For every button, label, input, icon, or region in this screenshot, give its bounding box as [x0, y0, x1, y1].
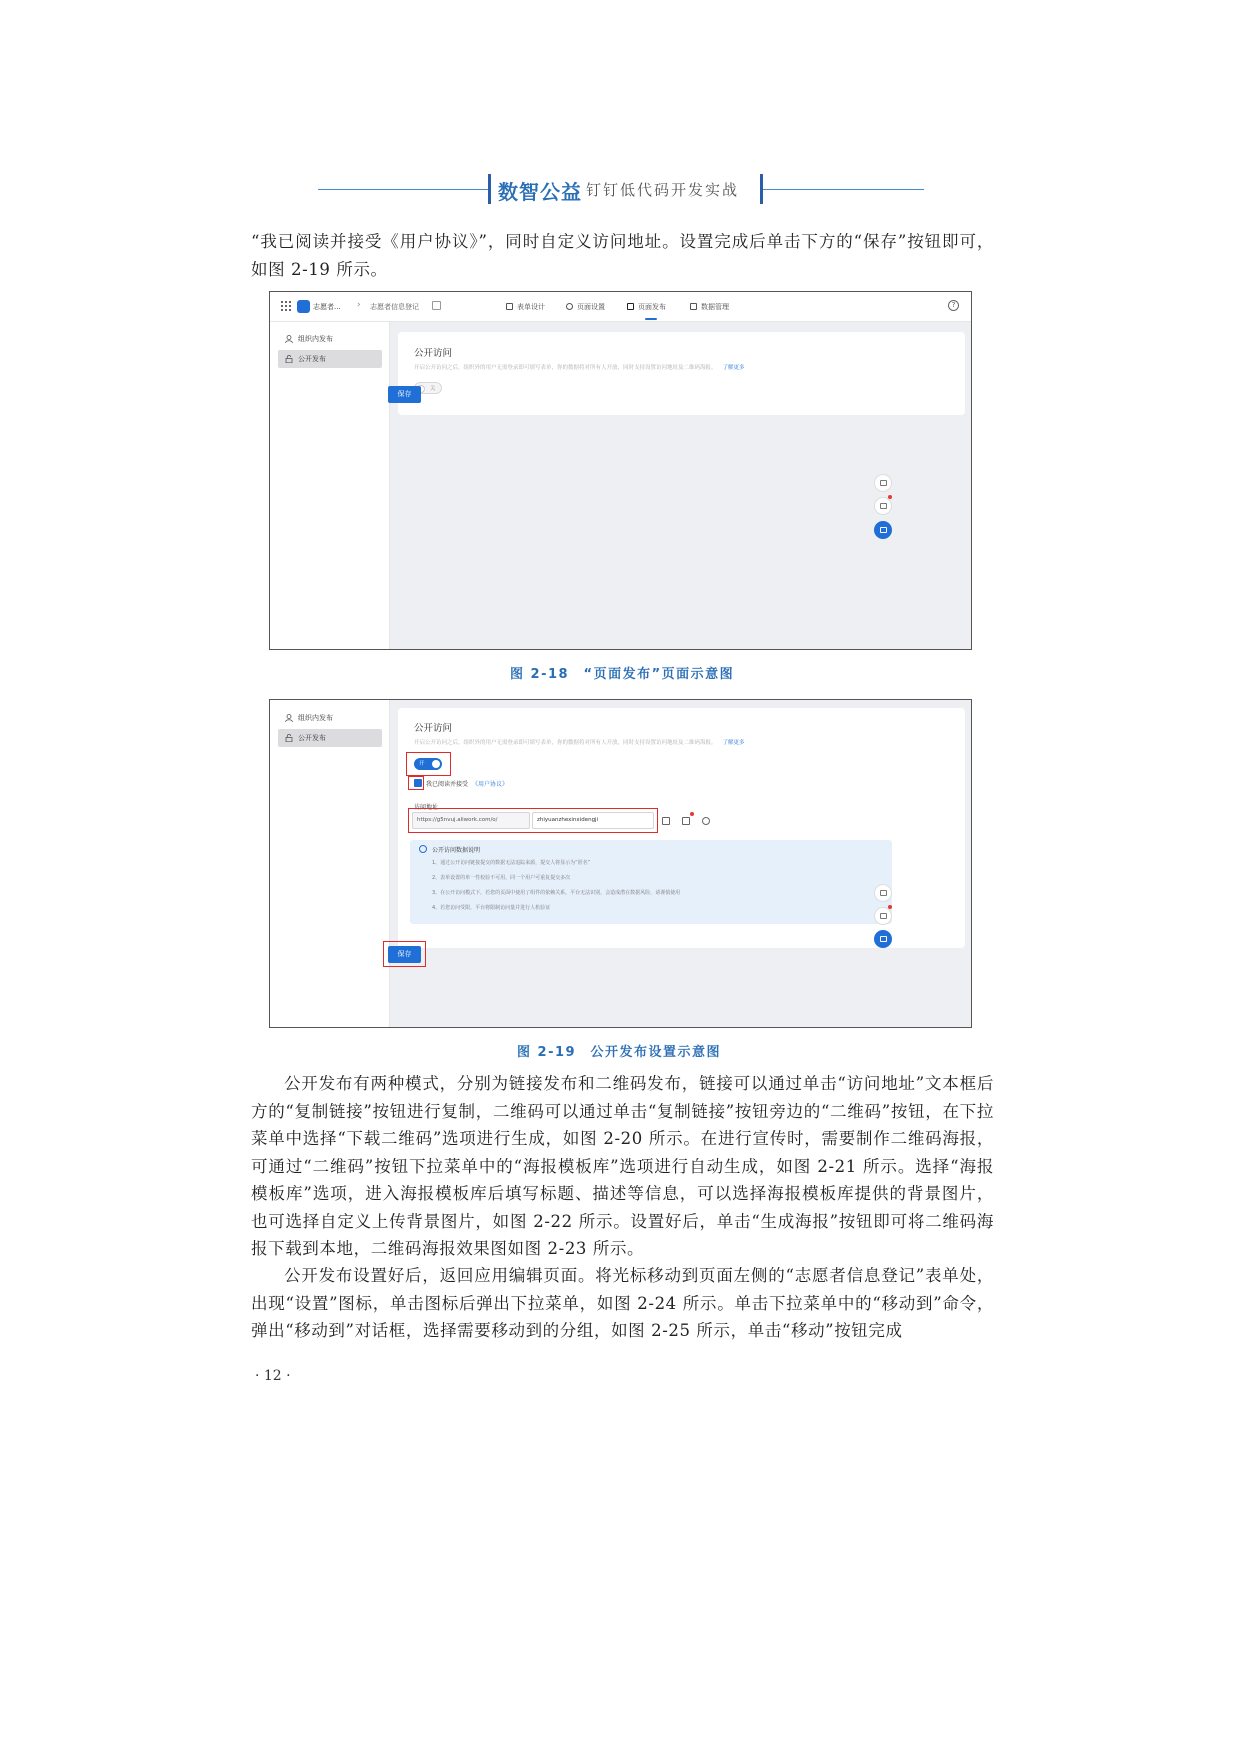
learn-more-link[interactable]: 了解更多	[722, 365, 745, 371]
agreement-text: 我已阅读并接受	[426, 781, 469, 788]
card-description	[414, 363, 745, 371]
card-description-text: 开启公开访问之后，组织外的用户无需登录即可填写表单，你的数据将对所有人开放，同时支持设置访问地址及二维码海报。	[414, 365, 717, 371]
running-header	[318, 168, 924, 208]
toggle-label: 开	[419, 761, 425, 767]
apps-button[interactable]	[874, 521, 892, 539]
sidebar-item-public-publish[interactable]	[278, 729, 382, 747]
access-url-label: 访问地址	[414, 804, 439, 811]
tab-label: 表单设计	[517, 303, 545, 311]
user-agreement-link[interactable]: 《用户协议》	[472, 781, 509, 788]
header-book-series: 数智公益	[498, 180, 582, 204]
public-access-notice	[410, 840, 892, 924]
tab-page-settings[interactable]	[566, 302, 605, 312]
app-logo	[297, 300, 310, 313]
toggle-label: 关	[430, 386, 436, 392]
form-name[interactable]: 志愿者信息登记	[370, 303, 419, 311]
lock-icon	[285, 734, 293, 742]
notice-line: 1、通过公开访问链接提交的数据无法追踪来源，提交人将显示为“匿名”	[432, 860, 591, 866]
agreement-row[interactable]	[414, 779, 508, 788]
settings-icon	[566, 303, 573, 310]
save-highlight-box	[383, 941, 426, 967]
figure-2-18-screenshot	[269, 291, 972, 650]
learn-more-link[interactable]: 了解更多	[722, 740, 745, 746]
message-icon	[880, 480, 887, 486]
url-prefix-field: https://g5nvuj.aliwork.com/o/	[412, 812, 530, 829]
page-number: · 12 ·	[255, 1368, 291, 1384]
sidebar-item-internal-publish[interactable]	[278, 709, 382, 727]
card-title: 公开访问	[414, 348, 453, 359]
figure-2-19-caption: 图 2-19 公开发布设置示意图	[517, 1045, 722, 1060]
breadcrumb-chevron-icon: ›	[357, 300, 361, 310]
preview-eye-icon[interactable]	[702, 817, 710, 825]
body-paragraph-2: 公开发布设置好后，返回应用编辑页面。将光标移动到页面左侧的“志愿者信息登记”表单处，出现“设置”图标，单击图标后弹出下拉菜单，如图 2-24 所示。单击下拉菜单中的“移动到”命令，弹出“移动到”对话框，选择需要移动到的分组，如图 2-25 所示，单击“移动”按钮完成	[251, 1266, 994, 1340]
bell-icon	[880, 503, 887, 509]
url-suffix-input[interactable]: zhiyuanzhexinxidengji	[532, 812, 654, 829]
notice-line: 2、表单设置的单一性校验不可用，同一个用户可重复提交多次	[432, 875, 571, 881]
checkbox-highlight-box	[408, 776, 424, 790]
feedback-button[interactable]	[874, 474, 892, 492]
save-button[interactable]: 保存	[388, 386, 421, 403]
app-topbar	[270, 292, 971, 322]
tab-form-design[interactable]	[506, 302, 545, 312]
header-book-title: 钉钉低代码开发实战	[586, 181, 740, 199]
tab-page-publish[interactable]	[627, 302, 666, 312]
table-icon	[690, 303, 697, 310]
notice-title: 公开访问数据说明	[432, 847, 481, 854]
form-icon	[506, 303, 513, 310]
sidebar-item-label: 公开发布	[298, 734, 326, 742]
edit-icon[interactable]	[432, 301, 441, 310]
sidebar-item-public-publish[interactable]	[278, 350, 382, 368]
header-rule-right	[763, 189, 924, 190]
message-icon	[880, 890, 887, 896]
figure-2-18-caption: 图 2-18 “页面发布”页面示意图	[510, 667, 735, 682]
header-bar-left	[488, 174, 491, 204]
feedback-button[interactable]	[874, 884, 892, 902]
notice-line: 3、在公开访问模式下，若您的页面中使用了组件的依赖关系，平台无法识别，会造成潜在数据风险，请谨慎使用	[432, 890, 681, 896]
tab-label: 页面发布	[638, 303, 666, 311]
send-icon	[627, 303, 634, 310]
active-tab-indicator	[645, 318, 657, 320]
copy-link-icon[interactable]	[662, 817, 670, 825]
figure-2-19-screenshot	[269, 699, 972, 1028]
notification-button[interactable]	[874, 907, 892, 925]
apps-button[interactable]	[874, 930, 892, 948]
card-description	[414, 738, 745, 746]
apps-icon	[880, 527, 887, 533]
sidebar-item-label: 公开发布	[298, 355, 326, 363]
tab-label: 页面设置	[577, 303, 605, 311]
qrcode-icon[interactable]	[682, 817, 690, 825]
publish-sidebar	[270, 700, 390, 1028]
header-rule-left	[318, 189, 488, 190]
notification-button[interactable]	[874, 497, 892, 515]
card-title: 公开访问	[414, 723, 453, 734]
qrcode-dot	[690, 812, 694, 816]
tab-label: 数据管理	[701, 303, 729, 311]
intro-paragraph: “我已阅读并接受《用户协议》”，同时自定义访问地址。设置完成后单击下方的“保存”按钮即可，如图 2-19 所示。	[251, 232, 994, 279]
public-access-card	[398, 332, 965, 415]
help-icon[interactable]: ?	[948, 300, 959, 311]
url-highlight-box	[408, 808, 658, 833]
user-icon	[285, 335, 293, 343]
tab-data-management[interactable]	[690, 302, 729, 312]
notification-dot	[888, 495, 892, 499]
app-grid-icon[interactable]	[281, 301, 291, 311]
lock-icon	[285, 355, 293, 363]
notice-line: 4、若您访问受限，平台将限制访问量并进行人机验证	[432, 905, 551, 911]
info-icon	[419, 845, 427, 853]
save-button[interactable]: 保存	[388, 946, 421, 963]
user-icon	[285, 714, 293, 722]
bell-icon	[880, 913, 887, 919]
app-name[interactable]: 志愿者...	[313, 303, 341, 311]
toggle-highlight-box	[406, 752, 451, 776]
apps-icon	[880, 936, 887, 942]
sidebar-item-internal-publish[interactable]	[278, 330, 382, 348]
sidebar-item-label: 组织内发布	[298, 714, 333, 722]
body-paragraph-1: 公开发布有两种模式，分别为链接发布和二维码发布，链接可以通过单击“访问地址”文本框后方的“复制链接”按钮进行复制，二维码可以通过单击“复制链接”按钮旁边的“二维码”按钮，在下拉菜单中选择“下载二维码”选项进行生成，如图 2-20 所示。在进行宣传时，需要制作二维码海报，可通过“二维码”按钮下拉菜单中的“海报模板库”选项进行自动生成，如图 2-21 所示。选择“海报模板库”选项，进入海报模板库后填写标题、描述等信息，可以选择海报模板库提供的背景图片，也可选择自定义上传背景图片，如图 2-22 所示。设置好后，单击“生成海报”按钮即可将二维码海报下载到本地，二维码海报效果图如图 2-23 所示。	[251, 1074, 994, 1258]
card-description-text: 开启公开访问之后，组织外的用户无需登录即可填写表单，你的数据将对所有人开放，同时支持设置访问地址及二维码海报。	[414, 740, 717, 746]
publish-sidebar	[270, 322, 390, 650]
notification-dot	[888, 905, 892, 909]
sidebar-item-label: 组织内发布	[298, 335, 333, 343]
